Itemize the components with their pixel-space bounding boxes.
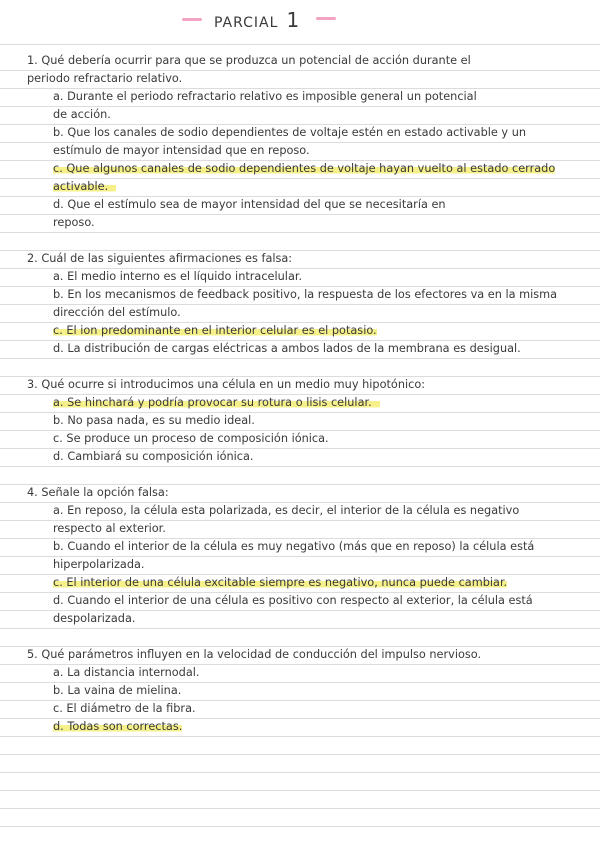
q4-option-b-line1: b. Cuando el interior de la célula es muy negativo (más que en reposo) la célula está (53, 540, 535, 553)
q2-option-c-highlight: c. El ion predominante en el interior celular es el potasio. (53, 324, 377, 337)
q2-option-d: d. La distribución de cargas eléctricas a ambos lados de la membrana es desigual. (53, 342, 521, 355)
q1-option-d-line1: d. Que el estímulo sea de mayor intensidad del que se necesitaría en (53, 198, 446, 211)
q2-option-a: a. El medio interno es el líquido intracelular. (53, 270, 303, 283)
q1-question-line2: periodo refractario relativo. (27, 72, 183, 85)
q4-option-a-line1: a. En reposo, la célula esta polarizada, es decir, el interior de la célula es negativo (53, 504, 520, 517)
q1-option-c-line1 (53, 160, 555, 178)
title-number: 1 (286, 8, 301, 32)
q5-option-d (53, 718, 182, 736)
q1-option-c-highlight-1: c. Que algunos canales de sodio dependientes de voltaje hayan vuelto al estado cerrado (53, 162, 556, 175)
q3-option-b: b. No pasa nada, es su medio ideal. (53, 414, 255, 427)
page-header (0, 0, 600, 36)
q4-option-a-line2: respecto al exterior. (53, 522, 166, 535)
q1-option-b-line2: estímulo de mayor intensidad que en reposo. (53, 144, 310, 157)
q2-question: 2. Cuál de las siguientes afirmaciones es falsa: (27, 252, 293, 265)
q1-question-line1: 1. Qué debería ocurrir para que se produzca un potencial de acción durante el (27, 54, 471, 67)
q4-option-d-line2: despolarizada. (53, 612, 136, 625)
q1-option-c-line2 (53, 178, 116, 196)
q4-question: 4. Señale la opción falsa: (27, 486, 169, 499)
q3-option-a-highlight: a. Se hinchará y podría provocar su rotura o lisis celular. (53, 396, 380, 409)
q4-option-c (53, 574, 507, 592)
q4-option-c-highlight: c. El interior de una célula excitable siempre es negativo, nunca puede cambiar. (53, 576, 508, 589)
q5-option-d-highlight: d. Todas son correctas. (53, 720, 183, 733)
title-dash-left (182, 18, 202, 21)
q1-option-c-highlight-2: activable. (53, 180, 116, 193)
q1-option-a-line2: de acción. (53, 108, 111, 121)
q3-question: 3. Qué ocurre si introducimos una célula en un medio muy hipotónico: (27, 378, 426, 391)
title-text: PARCIAL (214, 15, 279, 31)
q2-option-b-line1: b. En los mecanismos de feedback positivo, la respuesta de los efectores va en la misma (53, 288, 558, 301)
q2-option-b-line2: dirección del estímulo. (53, 306, 181, 319)
q5-option-c: c. El diámetro de la fibra. (53, 702, 196, 715)
q5-option-b: b. La vaina de mielina. (53, 684, 182, 697)
title-dash-right (316, 17, 336, 20)
q1-option-a-line1: a. Durante el periodo refractario relativo es imposible general un potencial (53, 90, 477, 103)
q3-option-d: d. Cambiará su composición iónica. (53, 450, 254, 463)
q5-option-a: a. La distancia internodal. (53, 666, 200, 679)
q5-question: 5. Qué parámetros influyen en la velocidad de conducción del impulso nervioso. (27, 648, 482, 661)
q3-option-a (53, 394, 380, 412)
q4-option-b-line2: hiperpolarizada. (53, 558, 145, 571)
q4-option-d-line1: d. Cuando el interior de una célula es positivo con respecto al exterior, la célula está (53, 594, 533, 607)
q1-option-d-line2: reposo. (53, 216, 95, 229)
q1-option-b-line1: b. Que los canales de sodio dependientes de voltaje estén en estado activable y un (53, 126, 527, 139)
page-title (214, 8, 300, 32)
q2-option-c (53, 322, 377, 340)
q3-option-c: c. Se produce un proceso de composición iónica. (53, 432, 329, 445)
